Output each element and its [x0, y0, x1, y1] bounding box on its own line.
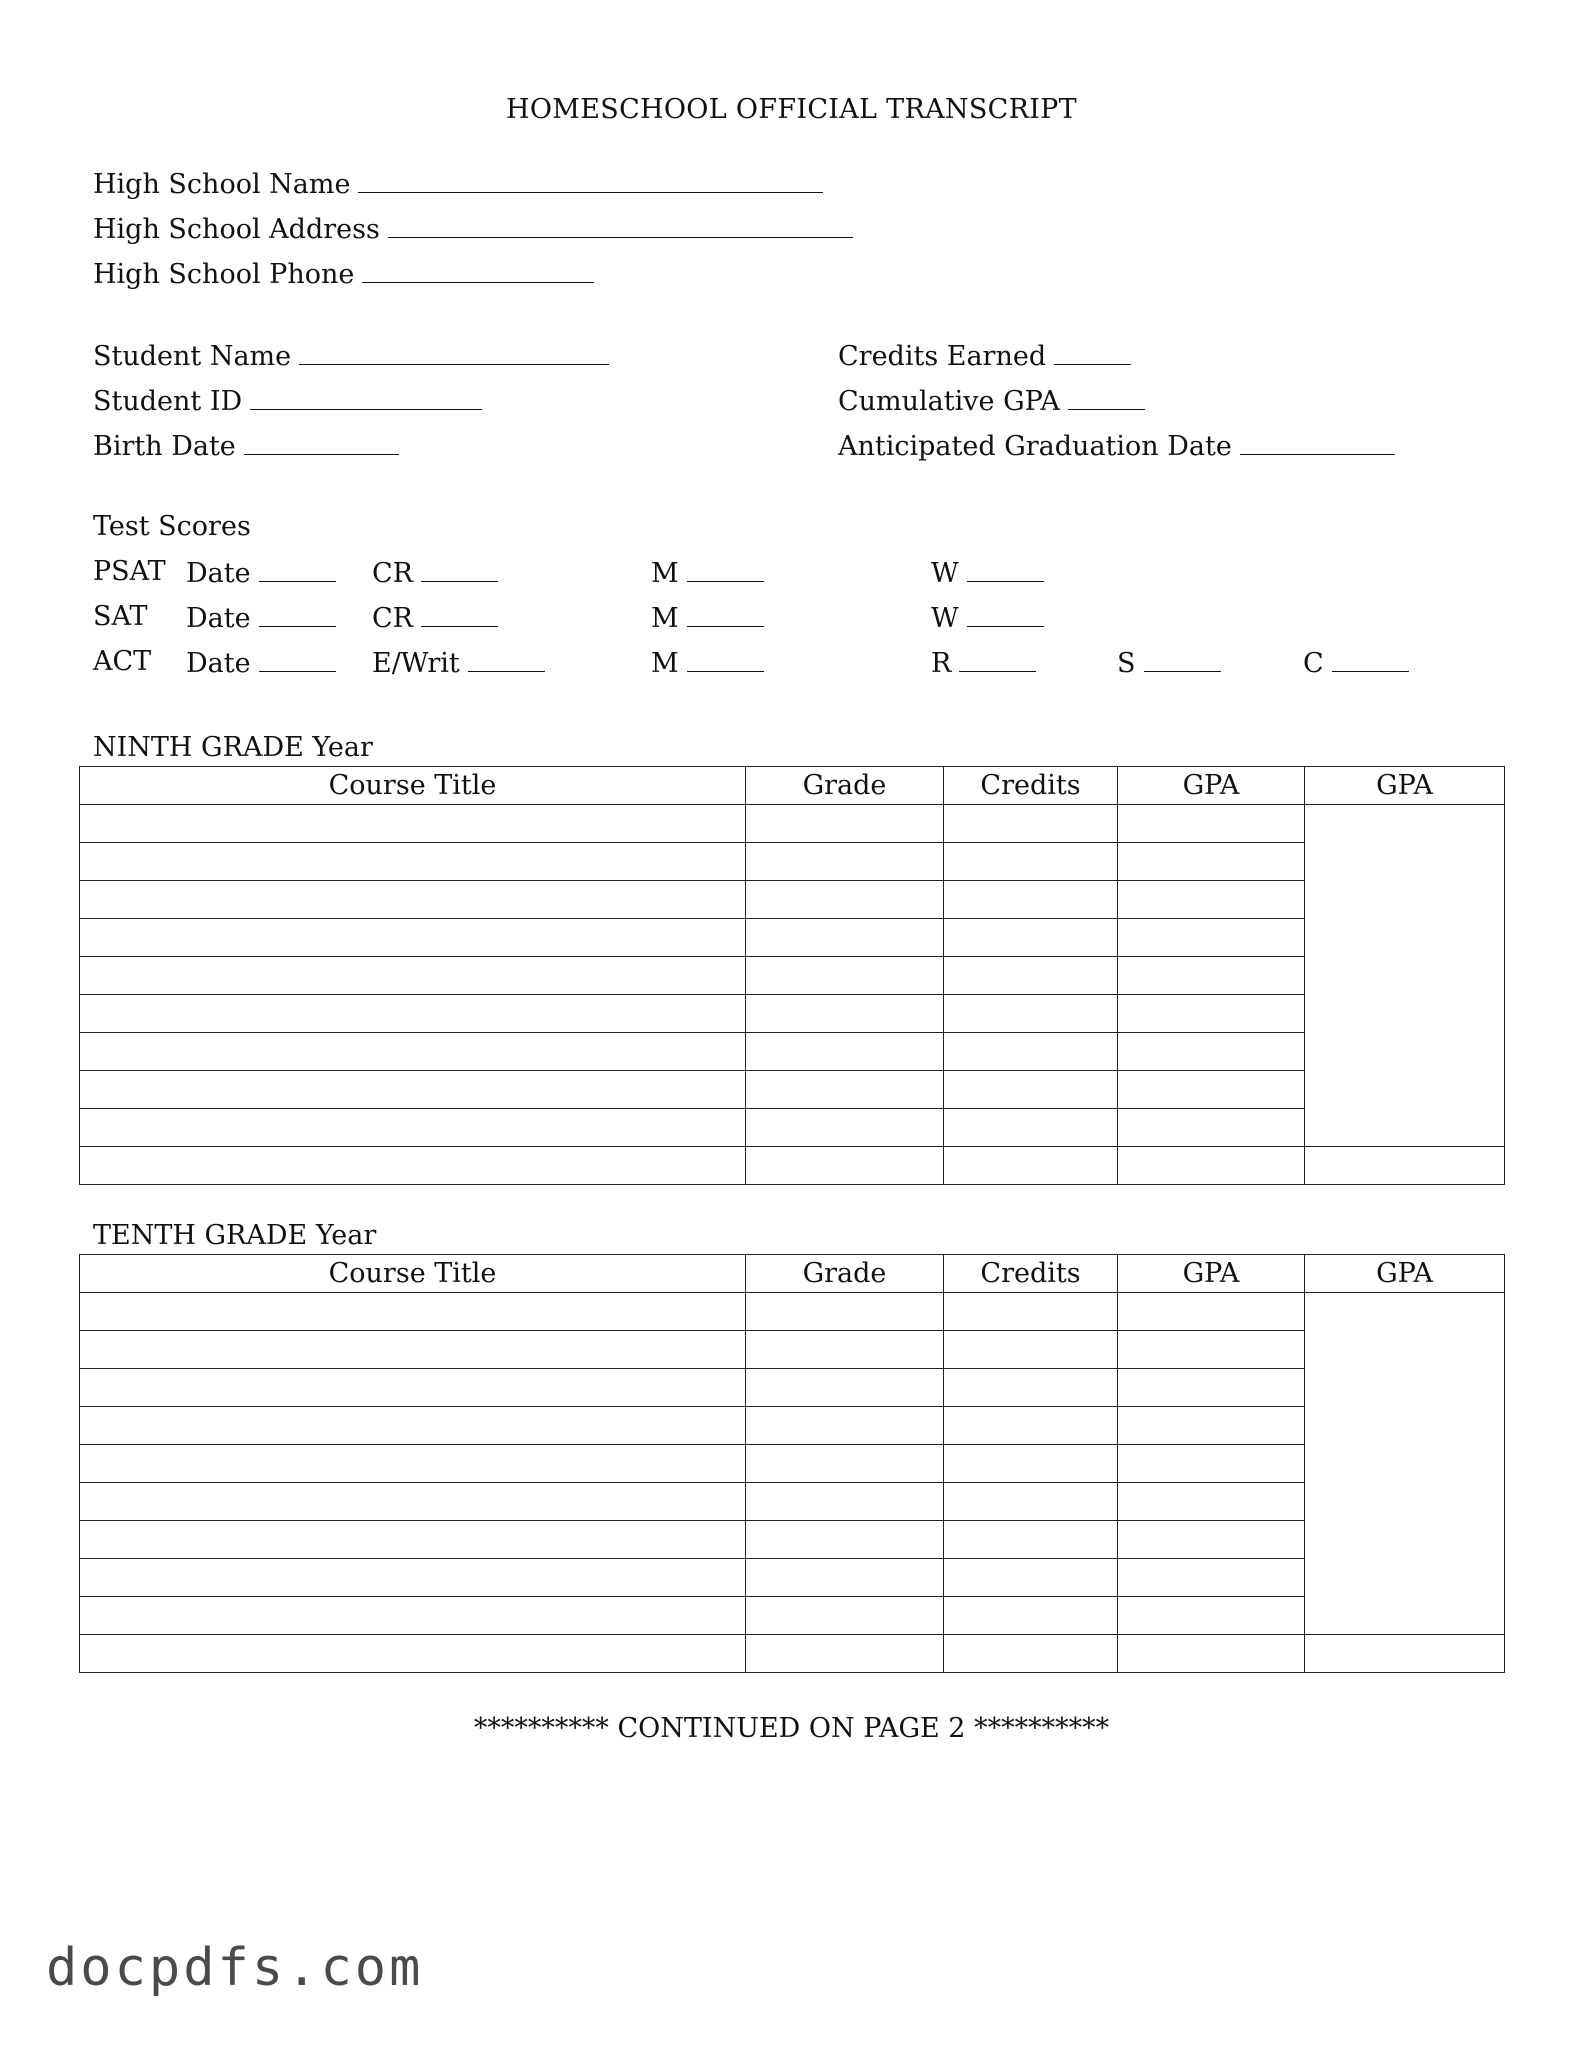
- sat-date-input[interactable]: [259, 600, 336, 627]
- psat-w-label: W: [931, 558, 959, 589]
- credits-cell[interactable]: [944, 1635, 1118, 1673]
- graduation-date-input[interactable]: [1240, 428, 1395, 455]
- credits-cell[interactable]: [944, 1597, 1118, 1635]
- school-address-label: High School Address: [93, 214, 380, 245]
- psat-m-label: M: [651, 558, 679, 589]
- psat-w-field: [931, 555, 1044, 591]
- grade-cell[interactable]: [746, 995, 944, 1033]
- grade-cell[interactable]: [746, 1483, 944, 1521]
- psat-m-input[interactable]: [687, 555, 764, 582]
- table-row: [80, 1521, 1505, 1559]
- act-ewrit-field: [372, 645, 545, 681]
- gpa-total-cell[interactable]: [1305, 1147, 1505, 1185]
- credits-earned-input[interactable]: [1054, 338, 1131, 365]
- table-row: [80, 957, 1505, 995]
- table-row: [80, 1033, 1505, 1071]
- course-cell[interactable]: [80, 1071, 746, 1109]
- course-cell[interactable]: [80, 881, 746, 919]
- school-name-field: [93, 166, 823, 202]
- school-phone-input[interactable]: [362, 256, 594, 283]
- credits-cell[interactable]: [944, 1147, 1118, 1185]
- gpa-cell[interactable]: [1118, 1033, 1305, 1071]
- credits-cell[interactable]: [944, 843, 1118, 881]
- grade-cell[interactable]: [746, 1521, 944, 1559]
- act-date-label: Date: [186, 648, 251, 679]
- table-row: [80, 805, 1505, 843]
- sat-w-input[interactable]: [967, 600, 1044, 627]
- gpa-cell[interactable]: [1118, 1109, 1305, 1147]
- course-cell[interactable]: [80, 1293, 746, 1331]
- psat-date-field: [186, 555, 336, 591]
- grade-cell[interactable]: [746, 1147, 944, 1185]
- tenth-grade-heading: TENTH GRADE Year: [93, 1220, 377, 1251]
- gpa-cell[interactable]: [1118, 881, 1305, 919]
- gpa-cell[interactable]: [1118, 1483, 1305, 1521]
- psat-cr-input[interactable]: [421, 555, 498, 582]
- cumulative-gpa-input[interactable]: [1068, 383, 1145, 410]
- grade-cell[interactable]: [746, 805, 944, 843]
- col-course-title: Course Title: [80, 1255, 746, 1293]
- table-row: [80, 1407, 1505, 1445]
- school-name-label: High School Name: [93, 169, 351, 200]
- gpa-cell[interactable]: [1118, 1445, 1305, 1483]
- course-cell[interactable]: [80, 1033, 746, 1071]
- credits-cell[interactable]: [944, 919, 1118, 957]
- credits-cell[interactable]: [944, 1293, 1118, 1331]
- credits-cell[interactable]: [944, 1521, 1118, 1559]
- sat-w-field: [931, 600, 1044, 636]
- psat-cr-label: CR: [372, 558, 413, 589]
- grade-cell[interactable]: [746, 1331, 944, 1369]
- table-row: [80, 1147, 1505, 1185]
- cumulative-gpa-label: Cumulative GPA: [838, 386, 1060, 417]
- credits-cell[interactable]: [944, 1071, 1118, 1109]
- col-credits: Credits: [944, 767, 1118, 805]
- test-scores-heading: Test Scores: [93, 511, 251, 542]
- credits-cell[interactable]: [944, 1369, 1118, 1407]
- credits-cell[interactable]: [944, 881, 1118, 919]
- gpa-cell[interactable]: [1118, 1293, 1305, 1331]
- student-id-input[interactable]: [250, 383, 482, 410]
- gpa-cell[interactable]: [1118, 1407, 1305, 1445]
- sat-w-label: W: [931, 603, 959, 634]
- act-c-field: [1303, 645, 1409, 681]
- table-row: [80, 1559, 1505, 1597]
- continued-note: ********** CONTINUED ON PAGE 2 **********: [473, 1713, 1110, 1744]
- act-m-field: [651, 645, 764, 681]
- ninth-grade-heading: NINTH GRADE Year: [93, 732, 373, 763]
- student-name-input[interactable]: [299, 338, 609, 365]
- act-date-field: [186, 645, 336, 681]
- page-title: HOMESCHOOL OFFICIAL TRANSCRIPT: [506, 94, 1077, 125]
- gpa-cell[interactable]: [1118, 995, 1305, 1033]
- ninth-grade-table: [79, 766, 1505, 1185]
- credits-cell[interactable]: [944, 1407, 1118, 1445]
- gpa-cell[interactable]: [1118, 1071, 1305, 1109]
- birth-date-input[interactable]: [244, 428, 399, 455]
- school-name-input[interactable]: [358, 166, 823, 193]
- act-s-field: [1117, 645, 1221, 681]
- grade-cell[interactable]: [746, 1071, 944, 1109]
- gpa-cell[interactable]: [1118, 1559, 1305, 1597]
- col-gpa: GPA: [1118, 767, 1305, 805]
- gpa-cell[interactable]: [1118, 805, 1305, 843]
- gpa-total-cell[interactable]: [1305, 1635, 1505, 1673]
- table-row: [80, 1369, 1505, 1407]
- psat-w-input[interactable]: [967, 555, 1044, 582]
- act-label: ACT: [93, 646, 152, 677]
- school-phone-field: [93, 256, 594, 292]
- gpa-cell[interactable]: [1118, 1597, 1305, 1635]
- school-phone-label: High School Phone: [93, 259, 355, 290]
- col-course-title: Course Title: [80, 767, 746, 805]
- act-r-label: R: [931, 648, 952, 679]
- gpa-cell[interactable]: [1118, 1521, 1305, 1559]
- graduation-date-label: Anticipated Graduation Date: [838, 431, 1232, 462]
- watermark-logo: docpdfs.com: [46, 1938, 424, 1998]
- grade-cell[interactable]: [746, 1407, 944, 1445]
- course-cell[interactable]: [80, 1559, 746, 1597]
- table-row: [80, 1597, 1505, 1635]
- table-row: [80, 1331, 1505, 1369]
- student-name-field: [93, 338, 609, 374]
- grade-cell[interactable]: [746, 1109, 944, 1147]
- credits-cell[interactable]: [944, 1445, 1118, 1483]
- table-row: [80, 843, 1505, 881]
- gpa-cell[interactable]: [1118, 843, 1305, 881]
- credits-earned-field: [838, 338, 1131, 374]
- ninth-grade-header-row: [80, 767, 1505, 805]
- table-row: [80, 881, 1505, 919]
- sat-date-field: [186, 600, 336, 636]
- grade-cell[interactable]: [746, 1033, 944, 1071]
- sat-m-field: [651, 600, 764, 636]
- act-m-label: M: [651, 648, 679, 679]
- tenth-grade-header-row: [80, 1255, 1505, 1293]
- student-id-field: [93, 383, 482, 419]
- psat-date-label: Date: [186, 558, 251, 589]
- grade-cell[interactable]: [746, 919, 944, 957]
- grade-cell[interactable]: [746, 1597, 944, 1635]
- school-address-input[interactable]: [388, 211, 853, 238]
- grade-cell[interactable]: [746, 1445, 944, 1483]
- birth-date-field: [93, 428, 399, 464]
- sat-date-label: Date: [186, 603, 251, 634]
- course-cell[interactable]: [80, 1635, 746, 1673]
- grade-cell[interactable]: [746, 1559, 944, 1597]
- cumulative-gpa-field: [838, 383, 1145, 419]
- course-cell[interactable]: [80, 957, 746, 995]
- table-row: [80, 995, 1505, 1033]
- credits-cell[interactable]: [944, 1331, 1118, 1369]
- gpa-cell[interactable]: [1118, 1635, 1305, 1673]
- act-c-input[interactable]: [1332, 645, 1409, 672]
- act-s-input[interactable]: [1144, 645, 1221, 672]
- gpa-cell[interactable]: [1118, 1147, 1305, 1185]
- col-grade: Grade: [746, 767, 944, 805]
- gpa-cell[interactable]: [1118, 1369, 1305, 1407]
- birth-date-label: Birth Date: [93, 431, 236, 462]
- credits-cell[interactable]: [944, 1559, 1118, 1597]
- graduation-date-field: [838, 428, 1395, 464]
- gpa-total-blank: [1305, 805, 1505, 1147]
- table-row: [80, 1445, 1505, 1483]
- grade-cell[interactable]: [746, 1635, 944, 1673]
- credits-cell[interactable]: [944, 1109, 1118, 1147]
- credits-cell[interactable]: [944, 995, 1118, 1033]
- course-cell[interactable]: [80, 1369, 746, 1407]
- table-row: [80, 1293, 1505, 1331]
- act-date-input[interactable]: [259, 645, 336, 672]
- psat-cr-field: [372, 555, 498, 591]
- course-cell[interactable]: [80, 1147, 746, 1185]
- table-row: [80, 1483, 1505, 1521]
- course-cell[interactable]: [80, 1597, 746, 1635]
- sat-cr-label: CR: [372, 603, 413, 634]
- credits-cell[interactable]: [944, 957, 1118, 995]
- sat-cr-field: [372, 600, 498, 636]
- course-cell[interactable]: [80, 843, 746, 881]
- psat-label: PSAT: [93, 556, 166, 587]
- sat-m-input[interactable]: [687, 600, 764, 627]
- gpa-cell[interactable]: [1118, 957, 1305, 995]
- col-grade: Grade: [746, 1255, 944, 1293]
- sat-label: SAT: [93, 601, 148, 632]
- act-s-label: S: [1117, 648, 1136, 679]
- act-r-input[interactable]: [959, 645, 1036, 672]
- course-cell[interactable]: [80, 1109, 746, 1147]
- course-cell[interactable]: [80, 1483, 746, 1521]
- act-r-field: [931, 645, 1036, 681]
- table-row: [80, 919, 1505, 957]
- sat-m-label: M: [651, 603, 679, 634]
- table-row: [80, 1109, 1505, 1147]
- tenth-grade-table: [79, 1254, 1505, 1673]
- act-ewrit-input[interactable]: [468, 645, 545, 672]
- gpa-cell[interactable]: [1118, 1331, 1305, 1369]
- credits-cell[interactable]: [944, 1033, 1118, 1071]
- col-gpa-total: GPA: [1305, 767, 1505, 805]
- psat-date-input[interactable]: [259, 555, 336, 582]
- col-gpa: GPA: [1118, 1255, 1305, 1293]
- grade-cell[interactable]: [746, 1369, 944, 1407]
- sat-cr-input[interactable]: [421, 600, 498, 627]
- course-cell[interactable]: [80, 1521, 746, 1559]
- table-row: [80, 1635, 1505, 1673]
- col-credits: Credits: [944, 1255, 1118, 1293]
- school-address-field: [93, 211, 853, 247]
- grade-cell[interactable]: [746, 881, 944, 919]
- table-row: [80, 1071, 1505, 1109]
- act-m-input[interactable]: [687, 645, 764, 672]
- psat-m-field: [651, 555, 764, 591]
- grade-cell[interactable]: [746, 1293, 944, 1331]
- col-gpa-total: GPA: [1305, 1255, 1505, 1293]
- student-name-label: Student Name: [93, 341, 292, 372]
- course-cell[interactable]: [80, 919, 746, 957]
- course-cell[interactable]: [80, 1445, 746, 1483]
- credits-cell[interactable]: [944, 1483, 1118, 1521]
- gpa-total-blank: [1305, 1293, 1505, 1635]
- course-cell[interactable]: [80, 1331, 746, 1369]
- credits-earned-label: Credits Earned: [838, 341, 1047, 372]
- course-cell[interactable]: [80, 995, 746, 1033]
- act-ewrit-label: E/Writ: [372, 648, 460, 679]
- grade-cell[interactable]: [746, 843, 944, 881]
- grade-cell[interactable]: [746, 957, 944, 995]
- gpa-cell[interactable]: [1118, 919, 1305, 957]
- act-c-label: C: [1303, 648, 1324, 679]
- student-id-label: Student ID: [93, 386, 243, 417]
- course-cell[interactable]: [80, 1407, 746, 1445]
- credits-cell[interactable]: [944, 805, 1118, 843]
- course-cell[interactable]: [80, 805, 746, 843]
